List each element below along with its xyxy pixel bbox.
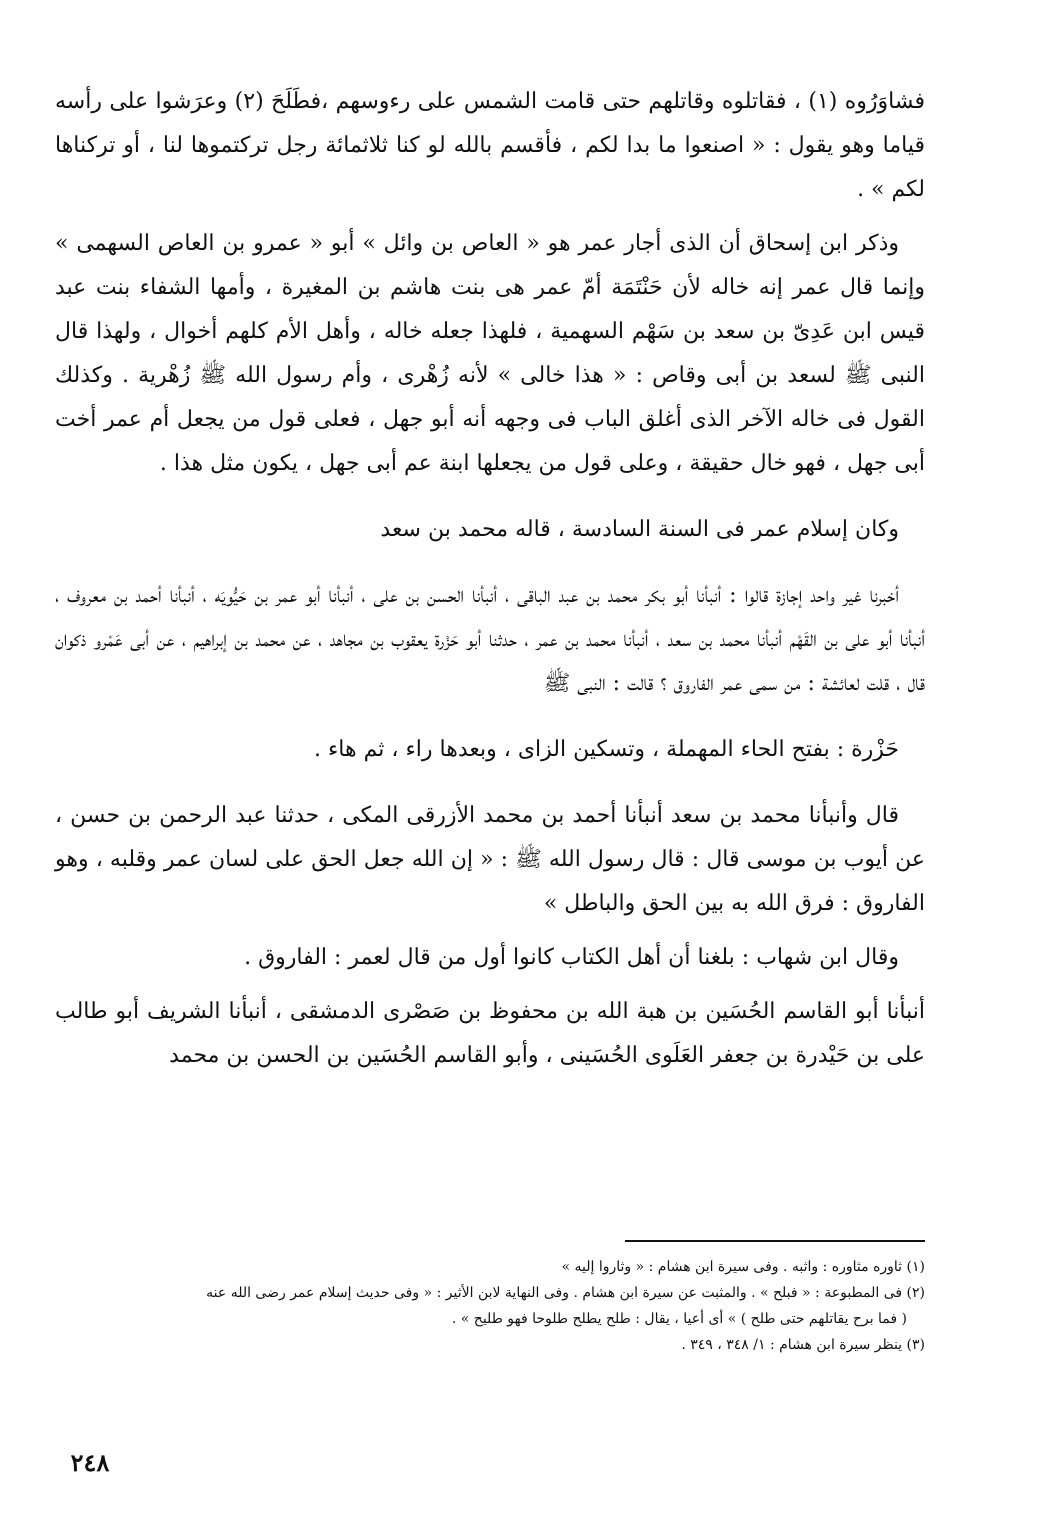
paragraph-7: وقال ابن شهاب : بلغنا أن أهل الكتاب كانوا أول من قال لعمر : الفاروق . — [244, 945, 899, 970]
paragraph-8: أنبأنا أبو القاسم الحُسَين بن هبة الله بن محفوظ بن صَصْرى الدمشقى ، أنبأنا الشريف أبو طالب على بن حَيْدرة بن جعفر العَلَوى الحُسَينى ، وأبو القاسم الحُسَين بن الحسن بن محمد — [55, 999, 925, 1068]
paragraph-1: فشاوَرُوه (١) ، فقاتلوه وقاتلهم حتى قامت الشمس على رءوسهم ،فطَلَحَ (٢) وعرَشوا على رأسه قياما وهو يقول : « اصنعوا ما بدا لكم ، فأقسم بالله لو كنا ثلاثمائة رجل تركتموها لنا ، أو تركناها لكم » . — [55, 89, 925, 202]
footnote-2: (٢) فى المطبوعة : « فبلح » . والمثبت عن سيرة ابن هشام . وفى النهاية لابن الأثير : « وفى حديث إسلام عمر رضى الله عنه — [206, 1285, 925, 1301]
footnote-2-continued: ( فما برح يقاتلهم حتى طلح ) » أى أعيا ، يقال : طلح يطلح طلوحا فهو طليح » . — [451, 1311, 907, 1327]
paragraph-5: حَزْرة : بفتح الحاء المهملة ، وتسكين الزاى ، وبعدها راء ، ثم هاء . — [313, 737, 899, 762]
footnote-divider — [625, 1240, 925, 1242]
paragraph-3: وكان إسلام عمر فى السنة السادسة ، قاله محمد بن سعد — [380, 517, 899, 542]
footnotes — [55, 1240, 925, 1358]
page-number: ٢٤٨ — [70, 1448, 110, 1477]
paragraph-6: قال وأنبأنا محمد بن سعد أنبأنا أحمد بن محمد الأزرقى المكى ، حدثنا عبد الرحمن بن حسن ، عن أيوب بن موسى قال : قال رسول الله ﷺ : « إن الله جعل الحق على لسان عمر وقلبه ، وهو الفاروق : فرق الله به بين الحق والباطل » — [55, 803, 925, 916]
paragraph-2: وذكر ابن إسحاق أن الذى أجار عمر هو « العاص بن وائل » أبو « عمرو بن العاص السهمى » وإنما قال عمر إنه خاله لأن حَنْتَمَة أمّ عمر هى بنت هاشم بن المغيرة ، وأمها الشفاء بنت عبد قيس ابن عَدِىّ بن سعد بن سَهْم السهمية ، فلهذا جعله خاله ، وأهل الأم كلهم أخوال ، ولهذا قال النبى ﷺ لسعد بن أبى وقاص : « هذا خالى » لأنه زُهْرى ، وأم رسول الله ﷺ زُهْرية . وكذلك القول فى خاله الآخر الذى أغلق الباب فى وجهه أنه أبو جهل ، فعلى قول من يجعل أم عمر أخت أبى جهل ، فهو خال حقيقة ، وعلى قول من يجعلها ابنة عم أبى جهل ، يكون مثل هذا . — [55, 231, 925, 476]
paragraph-4: أخبرنا غير واحد إجازة قالوا : أنبأنا أبو بكر محمد بن عبد الباقى ، أنبأنا الحسن بن على ، أنبأنا أبو عمر بن حَيُّويَه ، أنبأنا أحمد بن معروف ، أنبأنا أبو على بن القَهْم أنبأنا محمد بن سعد ، أنبأنا محمد بن عمر ، حدثنا أبو حَزْرة يعقوب بن مجاهد ، عن محمد بن إبراهيم ، عن أبى عَمْرو ذكوان قال ، قلت لعائشة : من سمى عمر الفاروق ؟ قالت : النبى ﷺ — [55, 583, 925, 696]
footnote-3: (٣) ينظر سيرة ابن هشام : ١/ ٣٤٨ ، ٣٤٩ . — [681, 1337, 925, 1353]
footnote-1: (١) ثاوره مثاوره : واثبه . وفى سيرة ابن هشام : « وثاروا إليه » — [561, 1259, 925, 1275]
